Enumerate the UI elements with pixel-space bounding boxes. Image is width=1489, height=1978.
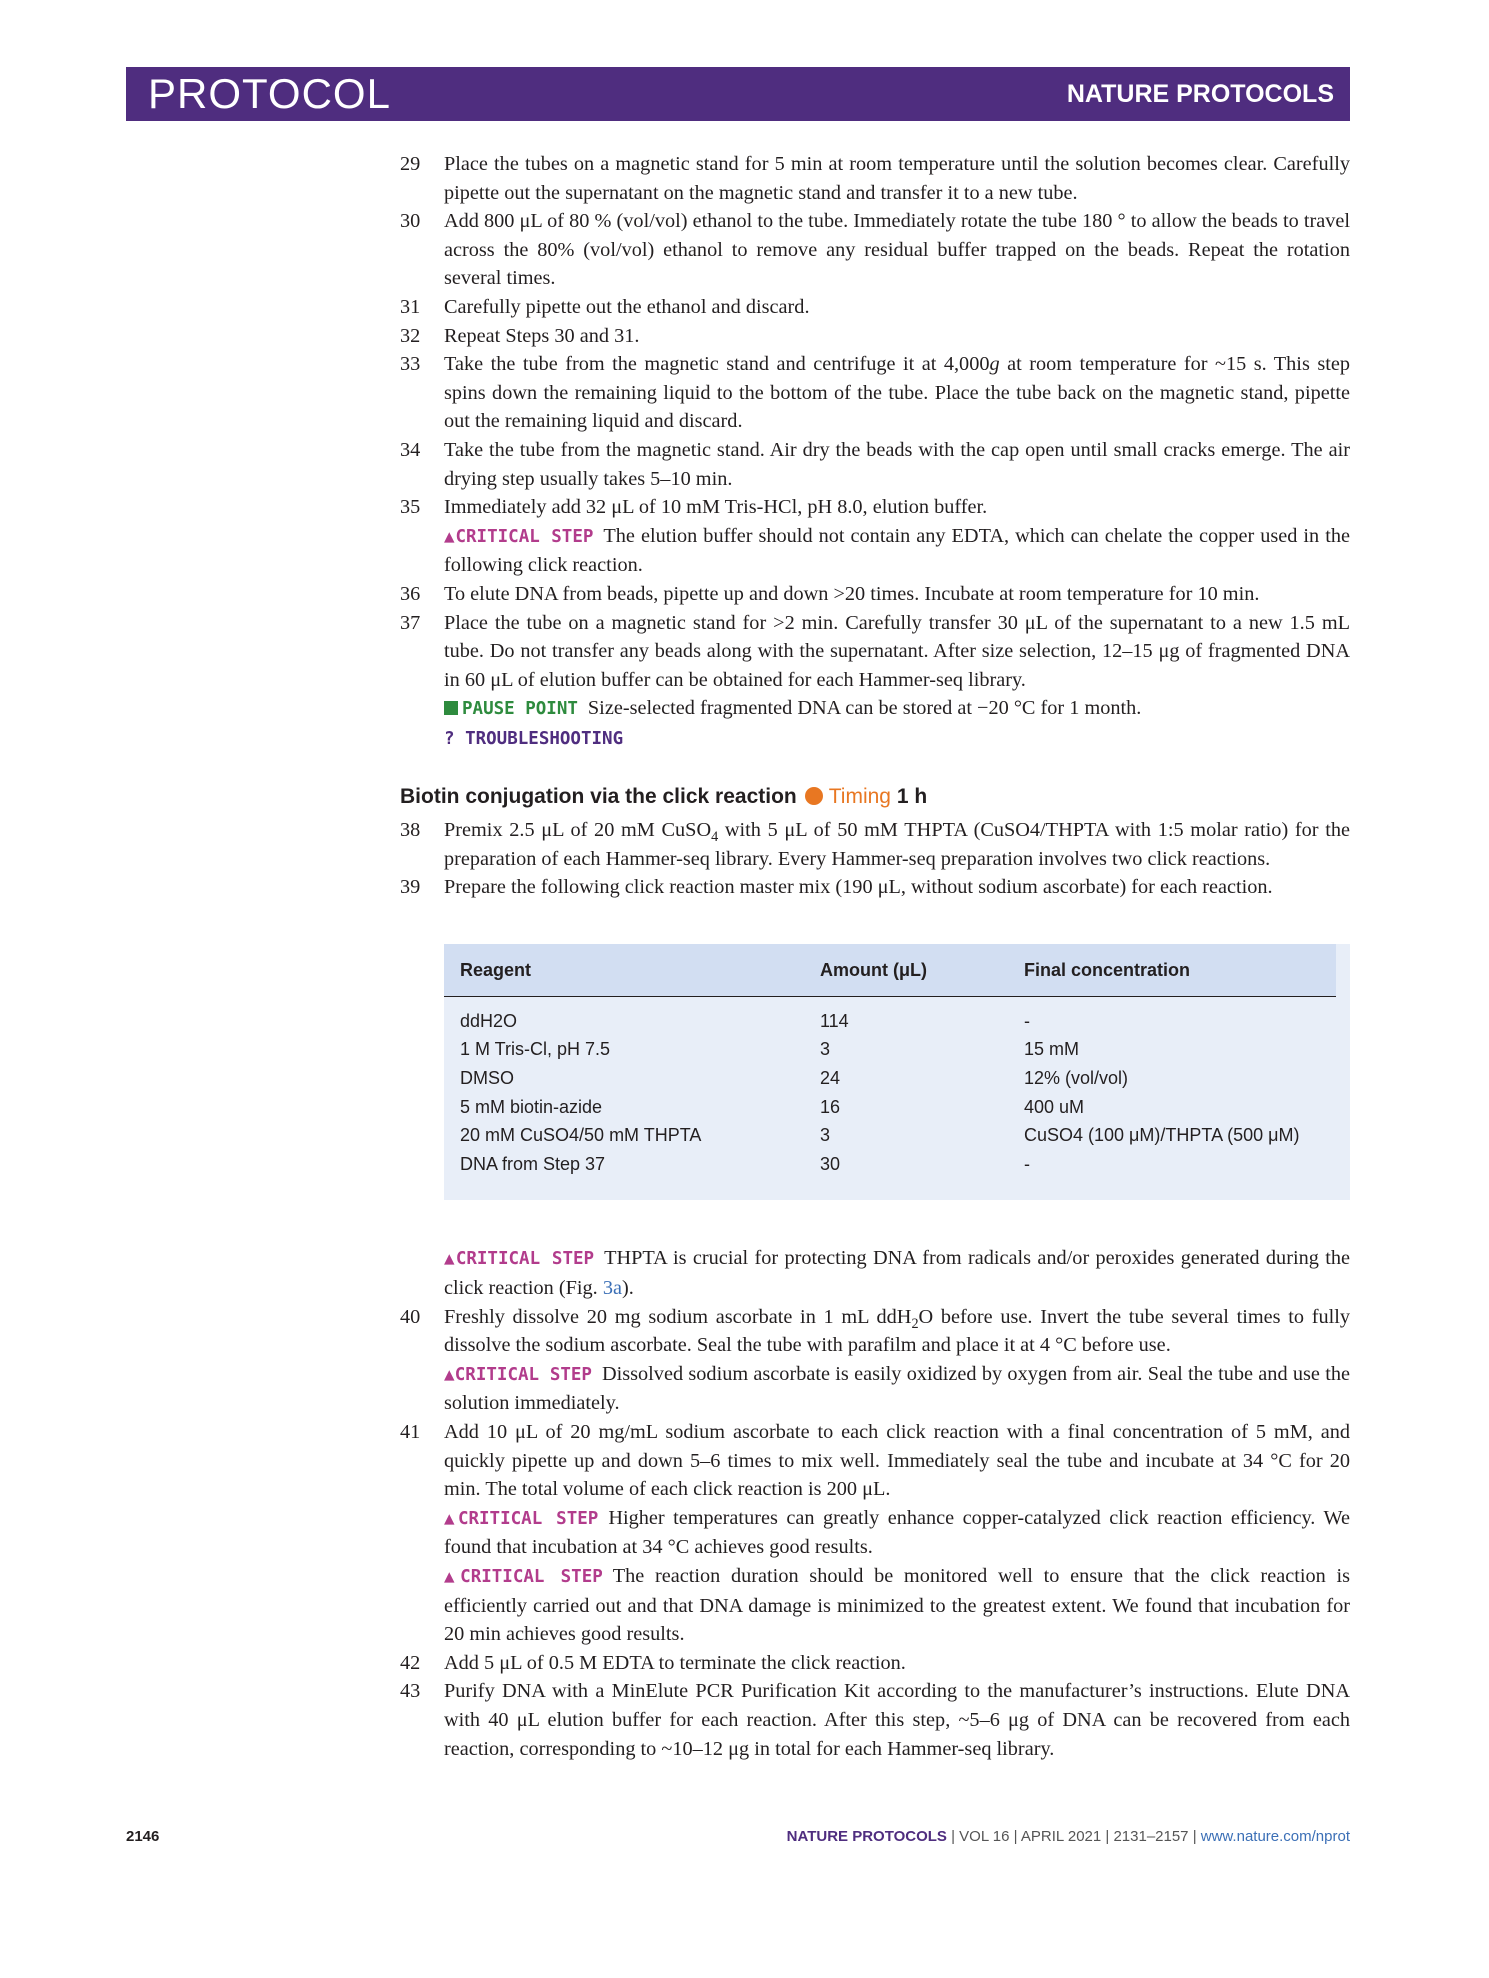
cell-concentration: 400 uM [1024,1096,1085,1117]
critical-step-text: Dissolved sodium ascorbate is easily oxidized by oxygen from air. Seal the tube and use the solution immediately. [444,1362,1350,1415]
step-text: Add 5 μL of 0.5 M EDTA to terminate the click reaction. [444,1651,906,1674]
table-row [444,1007,1350,1036]
step-33 [400,350,1350,436]
cell-reagent: DNA from Step 37 [460,1153,606,1174]
cell-reagent: 5 mM biotin-azide [460,1096,603,1117]
step-43 [400,1677,1350,1763]
step-36 [400,580,1350,609]
cell-reagent: 20 mM CuSO4/50 mM THPTA [460,1125,702,1146]
step-text: Premix 2.5 μL of 20 mM CuSO [444,819,712,842]
step-32 [400,322,1350,351]
step-34 [400,436,1350,493]
subscript: 4 [711,829,719,846]
cell-amount: 30 [820,1153,841,1174]
critical-step-label: ▲CRITICAL STEP [444,526,594,547]
cell-amount: 16 [820,1096,841,1117]
table-row [444,1064,1350,1093]
table-body [444,997,1350,1179]
step-text: Add 10 μL of 20 mg/mL sodium ascorbate to each click reaction with a final concentration of 5 mM, and quickly pipette up and down 5–6 times to mix well. Immediately seal the tube and incubate at 34 °C for 20 min. The total volume of each click reaction is 200 μL. [444,1420,1350,1501]
step-text: To elute DNA from beads, pipette up and down >20 times. Incubate at room temperature for 10 min. [444,582,1260,605]
table-header-reagent: Reagent [460,959,532,980]
table-header-amount: Amount (μL) [820,959,927,980]
critical-step-text: The elution buffer should not contain any EDTA, which can chelate the copper used in the following click reaction. [444,524,1350,577]
page-number: 2146 [126,1828,160,1845]
troubleshooting-label[interactable]: ? TROUBLESHOOTING [444,728,624,749]
cell-amount: 3 [820,1125,831,1146]
critical-step-note [444,522,1350,580]
journal-name: NATURE PROTOCOLS [786,1828,947,1845]
table-header-row [444,944,1336,997]
critical-step-text: The reaction duration should be monitored well to ensure that the click reaction is efficiently carried out and that DNA damage is minimized to the greatest extent. We found that incubation for 20 min achieves good results. [444,1564,1350,1646]
timing-dot-icon [805,787,823,805]
step-number: 30 [400,210,421,233]
section-title: Biotin conjugation via the click reaction [400,785,797,809]
step-text: Repeat Steps 30 and 31. [444,324,640,347]
cell-reagent: 1 M Tris-Cl, pH 7.5 [460,1039,611,1060]
critical-step-note [444,1244,1350,1302]
main-content [400,150,1350,1763]
volume-info: | VOL 16 | APRIL 2021 | 2131–2157 | [946,1828,1201,1845]
step-29 [400,150,1350,207]
table-row [444,1150,1350,1179]
step-number: 34 [400,438,421,461]
step-text: Place the tube on a magnetic stand for >2 min. Carefully transfer 30 μL of the supernatant to a new 1.5 mL tube. Do not transfer any beads along with the supernatant. After size selection, 12–15 μg of fragmented DNA in 60 μL of elution buffer can be obtained for each Hammer-seq library. [444,611,1350,691]
step-number: 41 [400,1420,421,1443]
pause-square-icon [444,701,458,715]
step-41 [400,1418,1350,1649]
subscript: 2 [911,1315,919,1332]
step-number: 31 [400,295,421,318]
step-text: Purify DNA with a MinElute PCR Purification Kit according to the manufacturer’s instructions. Elute DNA with 40 μL elution buffer for each reaction. After this step, ~5–6 μg of DNA can be recovered from each reaction, corresponding to ~10–12 μg in total for each Hammer-seq library. [444,1680,1350,1760]
header-journal-name: NATURE PROTOCOLS [1066,80,1334,108]
step-number: 40 [400,1305,421,1328]
critical-step-label: ▲CRITICAL STEP [444,1249,595,1270]
cell-concentration: - [1024,1010,1030,1031]
cell-amount: 24 [820,1068,841,1089]
step-text: at room temperature for ~15 s. This step spins down the remaining liquid to the bottom of the tube. Place the tube back on the magnetic stand, pipette out the remaining liquid and discard. [444,353,1350,433]
step-text: Immediately add 32 μL of 10 mM Tris-HCl, pH 8.0, elution buffer. [444,496,988,519]
troubleshooting-link[interactable] [444,724,1350,754]
critical-step-label: ▲CRITICAL STEP [444,1508,599,1529]
step-39 [400,873,1350,902]
step-number: 35 [400,496,421,519]
cell-concentration: 12% (vol/vol) [1024,1068,1129,1089]
journal-url[interactable]: www.nature.com/nprot [1200,1828,1350,1845]
step-number: 32 [400,324,421,347]
pause-point-note [444,694,1350,724]
step-text: Place the tubes on a magnetic stand for 5 min at room temperature until the solution becomes clear. Carefully pipette out the supernatant on the magnetic stand and transfer it to a new tube. [444,153,1350,204]
table-row [444,1035,1350,1064]
step-text: O before use. Invert the tube several times to fully dissolve the sodium ascorbate. Seal the tube with parafilm and place it at 4 °C before use. [444,1305,1351,1357]
figure-link[interactable]: 3a [602,1277,622,1299]
step-text: Add 800 μL of 80 % (vol/vol) ethanol to the tube. Immediately rotate the tube 180 ° to allow the beads to travel across the 80% (vol/vol) ethanol to remove any residual buffer trapped on the beads. Repeat the rotation several times. [444,210,1350,290]
cell-reagent: DMSO [460,1068,514,1089]
header-protocol-label: PROTOCOL [148,70,391,117]
step-number: 37 [400,611,421,634]
critical-step-text: THPTA is crucial for protecting DNA from radicals and/or peroxides generated during the click reaction (Fig. [444,1247,1350,1299]
pause-point-text: Size-selected fragmented DNA can be stored at −20 °C for 1 month. [587,697,1142,720]
step-35 [400,493,1350,580]
critical-step-text: Higher temperatures can greatly enhance copper-catalyzed click reaction efficiency. We found that incubation at 34 °C achieves good results. [444,1506,1350,1559]
step-31 [400,293,1350,322]
step-number: 33 [400,353,421,376]
cell-amount: 3 [820,1039,831,1060]
step-42 [400,1649,1350,1678]
critical-step-note [444,1504,1350,1562]
table-row [444,1121,1350,1150]
step-number: 29 [400,153,421,175]
step-37 [400,609,1350,754]
cell-concentration: CuSO4 (100 μM)/THPTA (500 μM) [1024,1125,1300,1146]
critical-step-text: ). [621,1277,634,1299]
step-number: 43 [400,1680,421,1703]
step-number: 38 [400,819,421,842]
table-row [444,1093,1350,1122]
step-40 [400,1303,1350,1418]
step-text: Take the tube from the magnetic stand. Air dry the beads with the cap open until small cracks emerge. The air drying step usually takes 5–10 min. [444,438,1350,490]
step-text: Prepare the following click reaction master mix (190 μL, without sodium ascorbate) for each reaction. [444,876,1273,899]
page-header [126,67,1350,121]
step-text: Carefully pipette out the ethanol and discard. [444,295,810,318]
section-heading [400,783,1350,812]
cell-concentration: - [1024,1153,1030,1174]
cell-amount: 114 [820,1010,849,1031]
step-text: Take the tube from the magnetic stand and centrifuge it at 4,000 [444,353,990,376]
step-text: Freshly dissolve 20 mg sodium ascorbate in 1 mL ddH [444,1305,912,1328]
table-header-concentration: Final concentration [1024,959,1191,980]
step-38 [400,816,1350,873]
step-number: 36 [400,582,421,605]
step-text-italic: g [989,353,1000,376]
timing-value: 1 h [896,785,928,809]
critical-step-label: ▲CRITICAL STEP [444,1364,592,1385]
cell-reagent: ddH2O [460,1010,518,1031]
cell-concentration: 15 mM [1024,1039,1080,1060]
reagent-table [444,944,1350,1201]
step-39-critical [400,1244,1350,1302]
journal-citation [787,1828,1350,1845]
critical-step-label: ▲CRITICAL STEP [444,1566,603,1587]
pause-point-label: PAUSE POINT [462,699,578,720]
critical-step-note [444,1360,1350,1418]
critical-step-note [444,1562,1350,1649]
timing-label: Timing [828,785,891,809]
step-number: 42 [400,1651,421,1674]
step-30 [400,207,1350,293]
step-number: 39 [400,876,421,899]
step-text: with 5 μL of 50 mM THPTA (CuSO4/THPTA with 1:5 molar ratio) for the preparation of each Hammer-seq library. Every Hammer-seq preparation involves two click reactions. [444,819,1350,870]
